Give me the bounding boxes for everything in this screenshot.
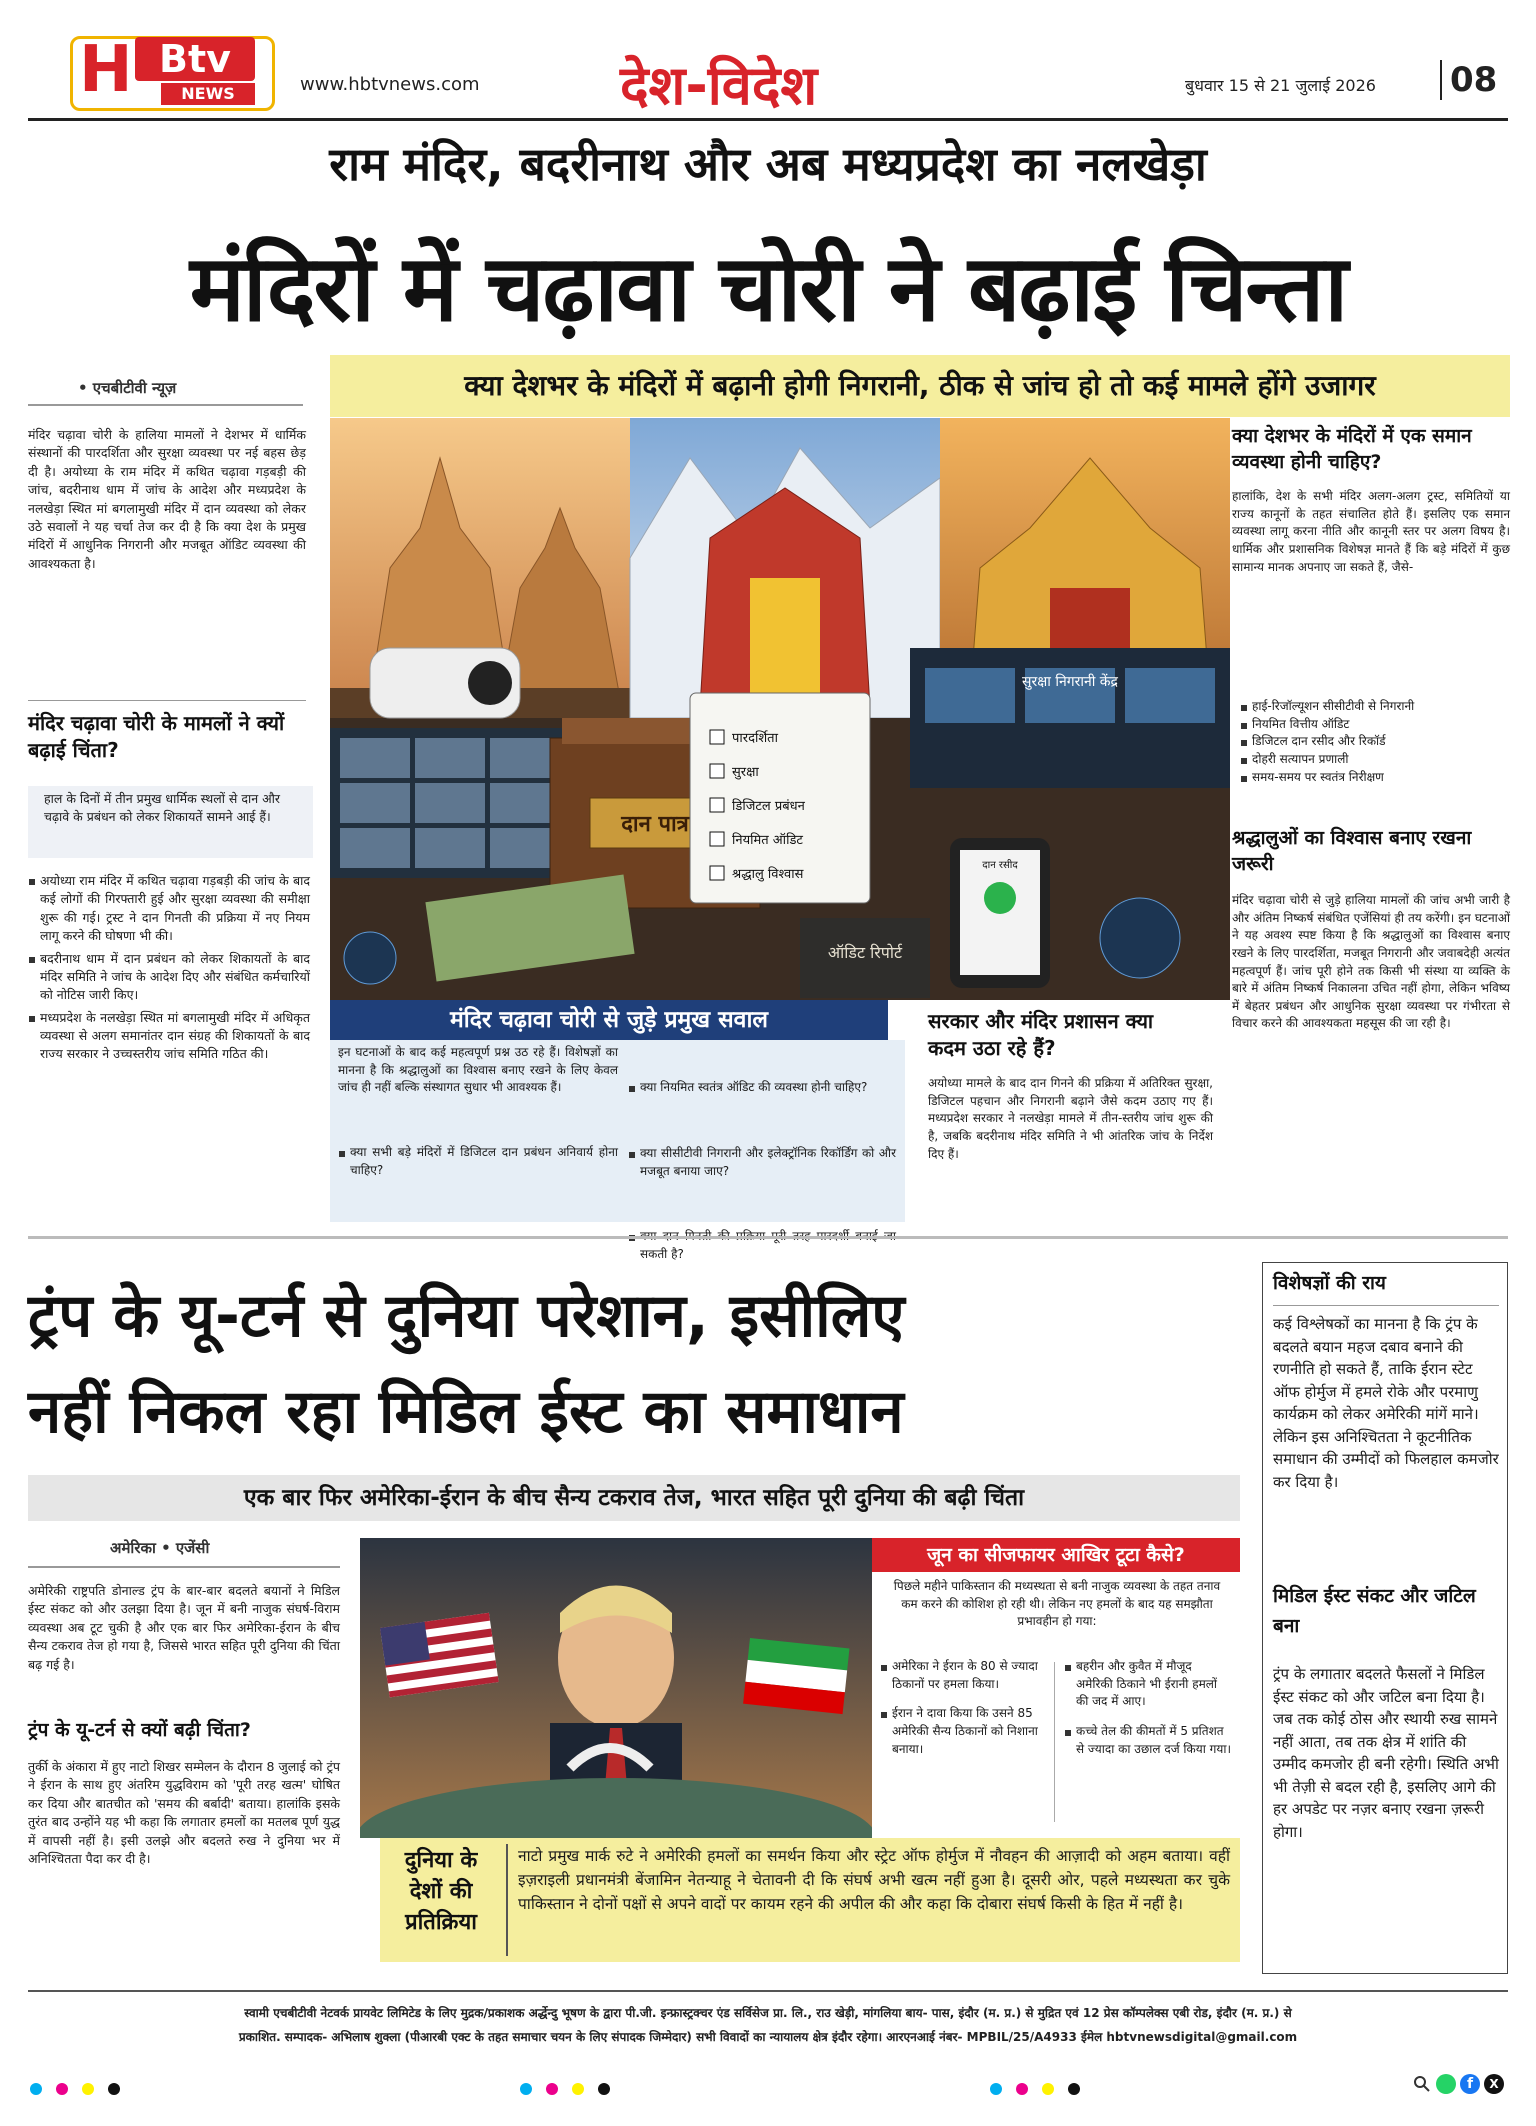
trust-text: मंदिर चढ़ावा चोरी से जुड़े हालिया मामलों की जांच अभी जारी है और अंतिम निष्कर्ष संबंधित एजेंसियां ही तय करेंगी। इन घटनाओं ने यह अवश्य स्पष्ट किया है कि श्रद्धालुओं का विश्वास बनाए रखने के लिए पारदर्शिता, मजबूत निगरानी और जवाबदेही अत्यंत महत्वपूर्ण हैं। जांच पूरी होने तक किसी भी संस्था या व्यक्ति के बारे में अंतिम निष्कर्ष निकालना उचित नहीं होगा, लेकिन भविष्य में बेहतर प्रबंधन और आधुनिक सुरक्षा व्यवस्था पर गंभीरता से विचार करने की आवश्यकता महसूस की जा रही है। [1232, 893, 1510, 1031]
footer-rule [28, 1990, 1508, 1992]
story1-kicker: राम मंदिर, बदरीनाथ और अब मध्यप्रदेश का नलखेड़ा [329, 137, 1207, 191]
left-col-rule [28, 700, 306, 701]
list-item: बहरीन और कुवैत में मौजूद अमेरिकी ठिकाने भी ईरानी हमलों की जद में आए। [1064, 1658, 1232, 1711]
story1-headline: मंदिरों में चढ़ावा चोरी ने बढ़ाई चिन्ता [189, 235, 1347, 342]
question-item: क्या सभी बड़े मंदिरों में डिजिटल दान प्रबंधन अनिवार्य होना चाहिए? [338, 1144, 618, 1179]
facebook-icon[interactable]: f [1460, 2074, 1480, 2094]
whatsapp-icon[interactable] [1436, 2074, 1456, 2094]
story1-why-bullets [28, 872, 310, 1064]
surveillance-label: सुरक्षा निगरानी केंद्र [1022, 674, 1118, 690]
checklist-item-4: श्रद्धालु विश्वास [732, 867, 804, 882]
experts-box [1262, 1262, 1508, 1974]
checklist-item-3: नियमित ऑडिट [732, 833, 803, 848]
reaction-label: दुनिया के देशों की प्रतिक्रिया [404, 1848, 478, 1935]
questions-heading-band [330, 1000, 888, 1040]
govt-text: अयोध्या मामले के बाद दान गिनने की प्रक्रिया में अतिरिक्त सुरक्षा, डिजिटल पहचान और निगरानी बढ़ाने जैसे कदम उठाए गए हैं। मध्यप्रदेश सरकार ने नलखेड़ा मामले में तीन-स्तरीय जांच शुरू की है, जबकि बदरीनाथ मंदिर समिति ने भी आंतरिक जांच के निर्देश दिए हैं। [928, 1076, 1213, 1161]
list-item: अमेरिका ने ईरान के 80 से ज्यादा ठिकानों पर हमला किया। [880, 1658, 1045, 1693]
story1-subhead: क्या देशभर के मंदिरों में बढ़ानी होगी निगरानी, ठीक से जांच हो तो कई मामले होंगे उजागर [464, 369, 1376, 402]
yellow-dot [572, 2083, 584, 2095]
mideast-text: ट्रंप के लगातार बदलते फैसलों ने मिडिल ईस्ट संकट को और जटिल बना दिया है। जब तक कोई ठोस और स्थायी रुख सामने नहीं आता, तब तक क्षेत्र में शांति की उम्मीद कमजोर ही बनी रहेगी। स्थिति अभी भी तेज़ी से बदल रही है, इसलिए आगे की हर अपडेट पर नज़र बनाए रखना ज़रूरी होगा। [1273, 1665, 1499, 1841]
why-box [28, 786, 313, 858]
experts-heading: विशेषज्ञों की राय [1273, 1272, 1386, 1294]
registration-dots-right [990, 2080, 1094, 2099]
questions-intro: इन घटनाओं के बाद कई महत्वपूर्ण प्रश्न उठ रहे हैं। विशेषज्ञों का मानना है कि श्रद्धालुओं का विश्वास बनाए रखने के लिए केवल जांच ही नहीं बल्कि संस्थागत सुधार भी आवश्यक हैं। [338, 1045, 618, 1095]
mideast-heading: मिडिल ईस्ट संकट और जटिल बना [1273, 1585, 1476, 1638]
cyan-dot [30, 2083, 42, 2095]
ceasefire-bullets-left [880, 1658, 1045, 1758]
list-item: नियमित वित्तीय ऑडिट [1240, 716, 1510, 734]
story1-intro: मंदिर चढ़ावा चोरी के हालिया मामलों ने देशभर में धार्मिक संस्थानों की पारदर्शिता और सुरक्षा व्यवस्था पर नई बहस छेड़ दी है। अयोध्या के राम मंदिर में कथित चढ़ावा गड़बड़ी की जांच, बदरीनाथ धाम में जांच के आदेश और मध्यप्रदेश के नलखेड़ा स्थित मां बगलामुखी मंदिर में दान व्यवस्था को लेकर उठे सवालों ने यह चर्चा तेज कर दी है कि क्या देश के प्रमुख मंदिरों में आधुनिक निगरानी और मजबूत ऑडिट व्यवस्था की आवश्यकता है। [28, 427, 306, 571]
list-item: हाई-रिजॉल्यूशन सीसीटीवी से निगरानी [1240, 698, 1510, 716]
black-dot [1068, 2083, 1080, 2095]
imprint-line-1: स्वामी एचबीटीवी नेटवर्क प्रायवेट लिमिटेड के लिए मुद्रक/प्रकाशक अर्द्धेन्दु भूषण के द्वारा पी.जी. इन्फ्रास्ट्रक्चर एंड सर्विसेज प्रा. लि., राउ खेड़ी, मांगलिया बाय- पास, इंदौर (म. प्र.) से मुद्रित एवं 12 प्रेस कॉम्पलेक्स एबी रोड, इंदौर (म. प्र.) से [244, 2006, 1292, 2020]
story2-intro: अमेरिकी राष्ट्रपति डोनाल्ड ट्रंप के बार-बार बदलते बयानों ने मिडिल ईस्ट संकट को और उलझा दिया है। जून में बनी नाजुक संघर्ष-विराम व्यवस्था अब टूट चुकी है और एक बार फिर अमेरिका-ईरान के बीच सैन्य टकराव तेज हो गया है, जिससे भारत सहित पूरी दुनिया की चिंता बढ़ गई है। [28, 1583, 340, 1672]
story2-byline: अमेरिका • एजेंसी [110, 1539, 210, 1557]
imprint-line-2: प्रकाशित. सम्पादक- अभिलाष शुक्ला (पीआरबी एक्ट के तहत समाचार चयन के लिए संपादक जिम्मेदार) सभी विवादों का न्यायालय क्षेत्र इंदौर रहेगा। आरएनआई नंबर- MPBIL/25/A4933 ईमेल hbtvnewsdigital@gmail.com [238, 2030, 1298, 2044]
list-item: दोहरी सत्यापन प्रणाली [1240, 751, 1510, 769]
story2-why-heading: ट्रंप के यू-टर्न से क्यों बढ़ी चिंता? [28, 1719, 251, 1741]
yellow-dot [82, 2083, 94, 2095]
questions-heading: मंदिर चढ़ावा चोरी से जुड़े प्रमुख सवाल [449, 1007, 769, 1033]
cyan-dot [990, 2083, 1002, 2095]
uniform-heading: क्या देशभर के मंदिरों में एक समान व्यवस्था होनी चाहिए? [1232, 425, 1472, 473]
story2-subhead-band [28, 1475, 1240, 1521]
reaction-divider [506, 1844, 508, 1956]
receipt-label: दान रसीद [982, 860, 1018, 871]
question-item: क्या सीसीटीवी निगरानी और इलेक्ट्रॉनिक रिकॉर्डिंग को और मजबूत बनाया जाए? [628, 1145, 896, 1180]
question-item: क्या नियमित स्वतंत्र ऑडिट की व्यवस्था होनी चाहिए? [628, 1079, 896, 1097]
story1-why-heading: मंदिर चढ़ावा चोरी के मामलों ने क्यों बढ़ाई चिंता? [28, 711, 285, 762]
checklist-item-1: सुरक्षा [732, 765, 759, 780]
reaction-text: नाटो प्रमुख मार्क रुटे ने अमेरिकी हमलों का समर्थन किया और स्ट्रेट ऑफ होर्मुज में नौवहन की आज़ादी को अहम बताया। वहीं इज़राइली प्रधानमंत्री बेंजामिन नेतन्याहू ने चेतावनी दी कि संघर्ष अभी खत्म नहीं हुआ है। दूसरी ओर, पहले मध्यस्थता कर चुके पाकिस्तान ने दोनों पक्षों से अपने वादों पर कायम रहने की अपील की और कहा कि दोबारा संघर्ष किसी के हित में नहीं है। [518, 1847, 1230, 1914]
story1-why-text: हाल के दिनों में तीन प्रमुख धार्मिक स्थलों से दान और चढ़ावे के प्रबंधन को लेकर शिकायतें सामने आई हैं। [44, 791, 281, 825]
story2-subhead: एक बार फिर अमेरिका-ईरान के बीच सैन्य टकराव तेज, भारत सहित पूरी दुनिया की बढ़ी चिंता [243, 1485, 1025, 1511]
story1-byline: • एचबीटीवी न्यूज़ [78, 379, 177, 397]
govt-heading: सरकार और मंदिर प्रशासन क्या कदम उठा रहे हैं? [928, 1009, 1154, 1060]
list-item: ईरान ने दावा किया कि उसने 85 अमेरिकी सैन्य ठिकानों को निशाना बनाया। [880, 1705, 1045, 1758]
story-divider [28, 1236, 1508, 1239]
byline2-rule [28, 1566, 340, 1568]
ceasefire-bullets-right [1064, 1658, 1232, 1758]
black-dot [598, 2083, 610, 2095]
reaction-box [380, 1838, 1240, 1962]
logo-news: NEWS [161, 83, 255, 105]
section-title: देश-विदेश [620, 54, 818, 117]
registration-dots-left [30, 2080, 134, 2099]
experts-text: कई विश्लेषकों का मानना है कि ट्रंप के बदलते बयान महज दबाव बनाने की रणनीति हो सकते हैं, ताकि ईरान स्टेट ऑफ होर्मुज में हमले रोके और परमाणु कार्यक्रम को लेकर अमेरिकी मांगें माने। लेकिन इस अनिश्चितता ने कूटनीतिक समाधान की उम्मीदों को फिलहाल कमजोर कर दिया है। [1273, 1315, 1499, 1491]
website[interactable]: www.hbtvnews.com [300, 74, 480, 95]
audit-label: ऑडिट रिपोर्ट [827, 943, 903, 962]
ceasefire-divider [1054, 1662, 1055, 1822]
temple-collage-image [330, 418, 1230, 1000]
magenta-dot [1016, 2083, 1028, 2095]
logo-btv: Btv [135, 37, 255, 81]
iran-flag [743, 1638, 849, 1714]
black-dot [108, 2083, 120, 2095]
page-number: 08 [1440, 60, 1497, 100]
magenta-dot [56, 2083, 68, 2095]
trust-heading: श्रद्धालुओं का विश्वास बनाए रखना जरूरी [1232, 827, 1472, 875]
story2-headline-1: ट्रंप के यू-टर्न से दुनिया परेशान, इसीलिए [28, 1281, 905, 1351]
list-item: अयोध्या राम मंदिर में कथित चढ़ावा गड़बड़ी की जांच के बाद कई लोगों की गिरफ्तारी हुई और सुरक्षा व्यवस्था की समीक्षा शुरू की गई। ट्रस्ट ने दान गिनती की प्रक्रिया में नए नियम लागू करने की घोषणा भी की। [28, 872, 310, 946]
logo-h: H [79, 33, 133, 107]
ceasefire-box [872, 1572, 1240, 1838]
experts-rule [1273, 1305, 1499, 1306]
cyan-dot [520, 2083, 532, 2095]
conflict-svg [360, 1538, 872, 1838]
byline-rule [28, 404, 303, 406]
x-icon[interactable]: X [1484, 2074, 1504, 2094]
share-icons [1412, 2074, 1508, 2098]
list-item: मध्यप्रदेश के नलखेड़ा स्थित मां बगलामुखी मंदिर में अधिकृत व्यवस्था से अलग समानांतर दान संग्रह की शिकायतों के बाद राज्य सरकार ने उच्चस्तरीय जांच समिति गठित की। [28, 1009, 310, 1064]
collage-svg [330, 418, 1230, 1000]
story2-headline-2: नहीं निकल रहा मिडिल ईस्ट का समाधान [28, 1377, 904, 1447]
list-item: डिजिटल दान रसीद और रिकॉर्ड [1240, 733, 1510, 751]
magenta-dot [546, 2083, 558, 2095]
conflict-image [360, 1538, 872, 1838]
list-item: समय-समय पर स्वतंत्र निरीक्षण [1240, 769, 1510, 787]
uniform-bullets [1240, 698, 1510, 786]
checklist-item-0: पारदर्शिता [732, 731, 778, 746]
issue-date: बुधवार 15 से 21 जुलाई 2026 [1185, 76, 1376, 95]
list-item: कच्चे तेल की कीमतों में 5 प्रतिशत से ज्यादा का उछाल दर्ज किया गया। [1064, 1723, 1232, 1758]
search-icon[interactable] [1412, 2074, 1432, 2094]
questions-box [330, 1040, 905, 1261]
list-item: बदरीनाथ धाम में दान प्रबंधन को लेकर शिकायतों के बाद मंदिर समिति ने जांच के आदेश दिए और संबंधित कर्मचारियों को नोटिस जारी किए। [28, 950, 310, 1005]
question-item: सकती है? [628, 1228, 896, 1263]
story1-subhead-band [330, 355, 1510, 417]
yellow-dot [1042, 2083, 1054, 2095]
donation-box-label: दान पात्र [621, 812, 689, 837]
registration-dots-center [520, 2080, 624, 2099]
uniform-text: हालांकि, देश के सभी मंदिर अलग-अलग ट्रस्ट, समितियों या राज्य कानूनों के तहत संचालित होते हैं। इसलिए एक समान व्यवस्था लागू करना नीति और कानूनी स्तर पर अलग विषय है। धार्मिक और प्रशासनिक विशेषज्ञ मानते हैं कि बड़े मंदिरों में कुछ सामान्य मानक अपनाए जा सकते हैं, जैसे- [1232, 489, 1510, 574]
logo [70, 33, 275, 111]
ceasefire-heading-band [872, 1538, 1240, 1572]
masthead [0, 0, 1536, 118]
ceasefire-text: पिछले महीने पाकिस्तान की मध्यस्थता से बनी नाजुक व्यवस्था के तहत तनाव कम करने की कोशिश हो रही थी। लेकिन नए हमलों के बाद यह समझौता प्रभावहीन हो गया: [893, 1579, 1221, 1629]
checklist-item-2: डिजिटल प्रबंधन [732, 799, 805, 814]
masthead-rule [28, 118, 1508, 121]
story2-why-text: तुर्की के अंकारा में हुए नाटो शिखर सम्मेलन के दौरान 8 जुलाई को ट्रंप ने ईरान के साथ हुए अंतरिम युद्धविराम को 'पूरी तरह खत्म' घोषित कर दिया और बातचीत को 'समय की बर्बादी' बताया। हालांकि इसके तुरंत बाद उन्होंने यह भी कहा कि लगातार हमलों का मतलब पूर्ण युद्ध में वापसी नहीं है। इसी उलझे और बदलते रुख ने दुनिया भर में अनिश्चितता पैदा कर दी है। [28, 1759, 340, 1866]
ceasefire-heading: जून का सीजफायर आखिर टूटा कैसे? [927, 1544, 1185, 1566]
